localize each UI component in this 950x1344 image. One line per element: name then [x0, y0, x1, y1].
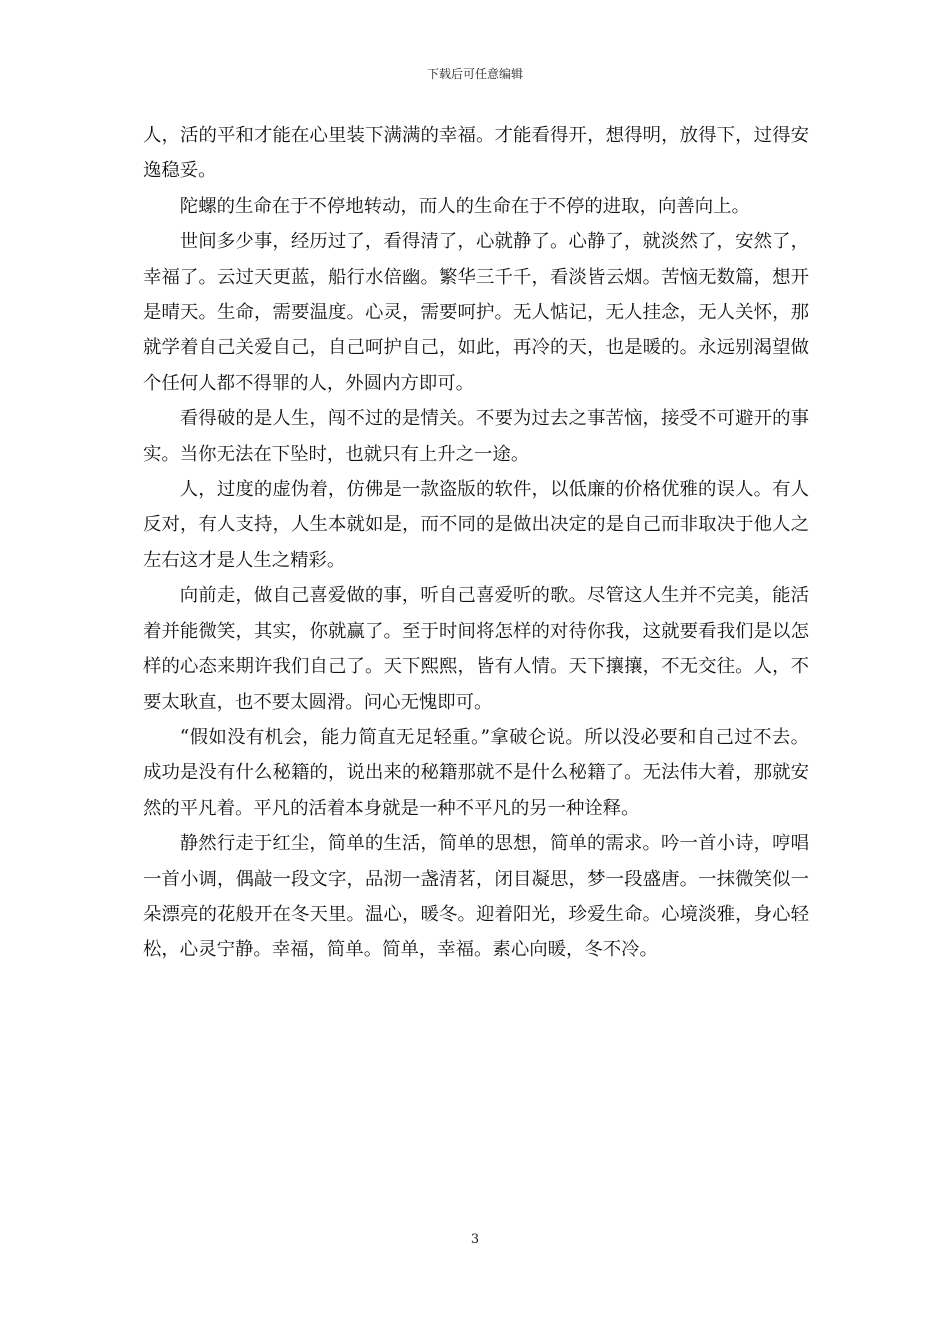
paragraph-7: “假如没有机会，能力简直无足轻重。”拿破仑说。所以没必要和自己过不去。成功是没有什么秘籍的，说出来的秘籍那就不是什么秘籍了。无法伟大着，那就安然的平凡着。平凡的活着本身就是一种不平凡的另一种诠释。	[143, 726, 809, 819]
paragraph-3: 世间多少事，经历过了，看得清了，心就静了。心静了，就淡然了，安然了，幸福了。云过天更蓝，船行水倍幽。繁华三千千，看淡皆云烟。苦恼无数篇，想开是晴天。生命，需要温度。心灵，需要呵护。无人惦记，无人挂念，无人关怀，那就学着自己关爱自己，自己呵护自己，如此，再冷的天，也是暖的。永远别渴望做个任何人都不得罪的人，外圆内方即可。	[143, 231, 809, 394]
paragraph-5: 人，过度的虚伪着，仿佛是一款盗版的软件，以低廉的价格优雅的误人。有人反对，有人支持，人生本就如是，而不同的是做出决定的是自己而非取决于他人之左右这才是人生之精彩。	[143, 479, 809, 571]
paragraph-4: 看得破的是人生，闯不过的是情关。不要为过去之事苦恼，接受不可避开的事实。当你无法在下坠时，也就只有上升之一途。	[143, 408, 809, 465]
document-body	[143, 118, 809, 968]
paragraph-6: 向前走，做自己喜爱做的事，听自己喜爱听的歌。尽管这人生并不完美，能活着并能微笑，其实，你就赢了。至于时间将怎样的对待你我，这就要看我们是以怎样的心态来期许我们自己了。天下熙熙，皆有人情。天下攘攘，不无交往。人，不要太耿直，也不要太圆滑。问心无愧即可。	[143, 585, 809, 713]
paragraph-8: 静然行走于红尘，简单的生活，简单的思想，简单的需求。吟一首小诗，哼唱一首小调，偶敲一段文字，品沏一盏清茗，闭目凝思，梦一段盛唐。一抹微笑似一朵漂亮的花般开在冬天里。温心，暖冬。迎着阳光，珍爱生命。心境淡雅，身心轻松，心灵宁静。幸福，简单。简单，幸福。素心向暖，冬不冷。	[143, 833, 809, 961]
paragraph-2: 陀螺的生命在于不停地转动，而人的生命在于不停的进取，向善向上。	[179, 195, 750, 217]
page-number: 3	[470, 1232, 480, 1247]
page-header: 下载后可任意编辑	[426, 67, 523, 81]
paragraph-1: 人，活的平和才能在心里装下满满的幸福。才能看得开，想得明，放得下，过得安逸稳妥。	[143, 125, 809, 182]
